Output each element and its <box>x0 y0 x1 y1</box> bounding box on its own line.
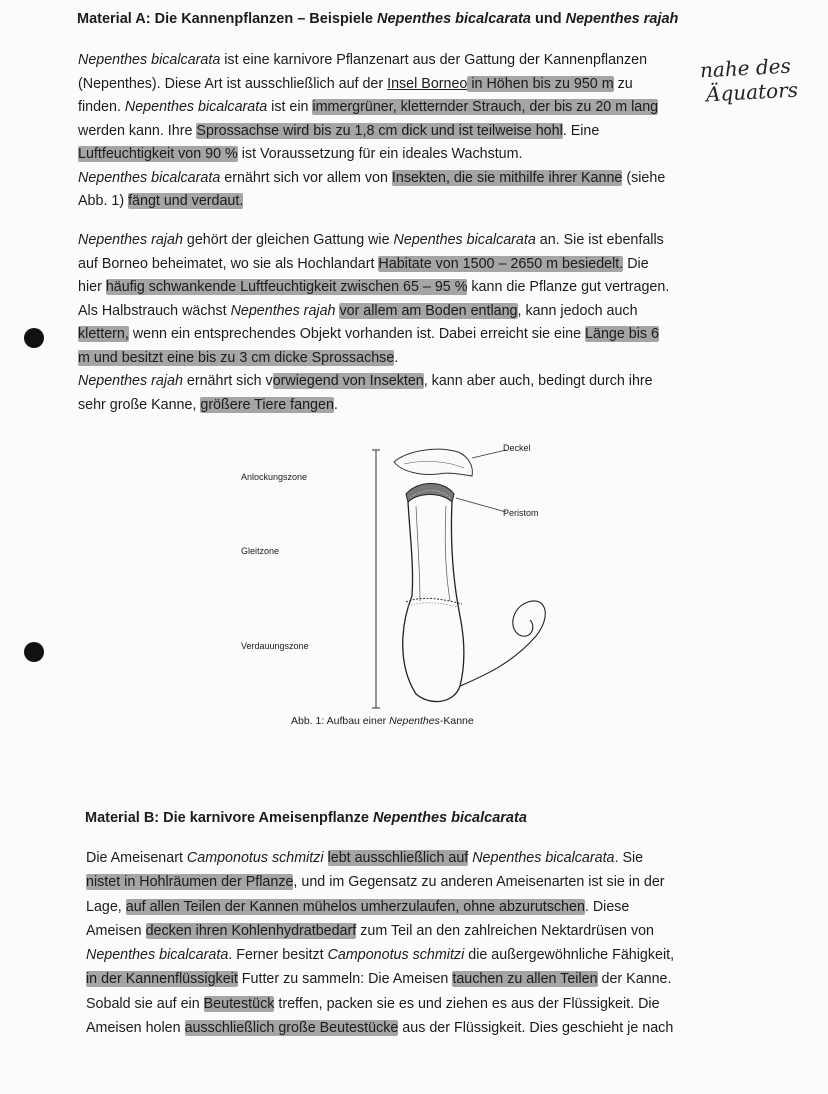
material-a-paragraph-2 <box>78 229 718 417</box>
highlight: Beutestück <box>203 995 275 1012</box>
zone-label-gleit: Gleitzone <box>241 546 280 556</box>
text-line: Ameisen decken ihren Kohlenhydratbedarf zum Teil an den zahlreichen Nektardrüsen von <box>86 922 655 939</box>
lid-shape <box>394 449 472 476</box>
zone-label-verdauung: Verdauungszone <box>241 641 309 651</box>
peristome-band <box>406 484 454 503</box>
text-line: m und besitzt eine bis zu 3 cm dicke Sprossachse. <box>78 349 399 366</box>
highlight: m und besitzt eine bis zu 3 cm dicke Sprossachse <box>78 349 395 366</box>
highlight: in Höhen bis zu 950 m <box>467 75 614 92</box>
text-line: Luftfeuchtigkeit von 90 % ist Voraussetzung für ein ideales Wachstum. <box>78 146 523 162</box>
highlight: nistet in Hohlräumen der Pflanze <box>86 874 294 891</box>
highlight: Habitate von 1500 – 2650 m besiedelt. <box>378 255 624 272</box>
highlight: lebt ausschließlich auf <box>327 850 469 866</box>
highlight: größere Tiere fangen <box>200 396 334 413</box>
digestive-fluid <box>406 598 462 604</box>
material-a-heading: Material A: Die Kannenpflanzen – Beispiele Nepenthes bicalcarata und Nepenthes rajah <box>77 11 679 27</box>
deckel-leader-line <box>472 450 506 458</box>
text-line: Lage, auf allen Teilen der Kannen mühelos umherzulaufen, ohne abzurutschen. Diese <box>86 898 630 915</box>
highlight: Luftfeuchtigkeit von 90 % <box>78 146 238 162</box>
text-line: (Nepenthes). Diese Art ist ausschließlich auf der Insel Borneo in Höhen bis zu 950 m zu <box>78 75 633 92</box>
highlight: häufig schwankende Luftfeuchtigkeit zwischen 65 – 95 % <box>105 279 468 295</box>
figure-caption: Abb. 1: Aufbau einer Nepenthes-Kanne <box>291 715 474 727</box>
text-line: Als Halbstrauch wächst Nepenthes rajah vor allem am Boden entlang, kann jedoch auch <box>78 302 638 319</box>
text-line: Die Ameisenart Camponotus schmitzi lebt ausschließlich auf Nepenthes bicalcarata. Sie <box>86 850 644 866</box>
material-b-paragraph <box>86 846 726 1040</box>
highlight: tauchen zu allen Teilen <box>452 971 598 988</box>
zone-label-anlockung: Anlockungszone <box>241 472 308 482</box>
text-line: sehr große Kanne, größere Tiere fangen. <box>78 396 338 413</box>
text-line: hier häufig schwankende Luftfeuchtigkeit zwischen 65 – 95 % kann die Pflanze gut vertragen. <box>78 279 670 295</box>
text-line: Nepenthes rajah ernährt sich vorwiegend von Insekten, kann aber auch, bedingt durch ihre <box>78 373 653 389</box>
pitcher-figure <box>360 436 580 716</box>
handwritten-note-line-2: Äquators <box>705 77 799 107</box>
highlight: in der Kannenflüssigkeit <box>86 971 238 988</box>
text-line: nistet in Hohlräumen der Pflanze, und im Gegensatz zu anderen Ameisenarten ist sie in der <box>86 874 665 891</box>
text-line: werden kann. Ihre Sprossachse wird bis zu 1,8 cm dick und ist teilweise hohl. Eine <box>78 122 600 139</box>
hole-punch-top <box>24 328 44 348</box>
text-line: Sobald sie auf ein Beutestück treffen, packen sie es und ziehen es aus der Flüssigkeit. Die <box>86 995 660 1012</box>
label-deckel: Deckel <box>503 443 531 453</box>
highlight: orwiegend von Insekten <box>272 373 424 389</box>
highlight: Insekten, die sie mithilfe ihrer Kanne <box>391 169 623 186</box>
text-line: finden. Nepenthes bicalcarata ist ein immergrüner, kletternder Strauch, der bis zu 20 m lang <box>78 99 659 115</box>
peristom-leader-line <box>456 498 506 512</box>
highlight: Länge bis 6 <box>585 326 659 342</box>
text-line: klettern, wenn ein entsprechendes Objekt vorhanden ist. Dabei erreicht sie eine Länge bis 6 <box>78 326 659 342</box>
highlight: fängt und verdaut. <box>128 193 244 209</box>
text-line: Nepenthes bicalcarata ernährt sich vor allem von Insekten, die sie mithilfe ihrer Kanne (siehe <box>78 169 666 186</box>
highlight: decken ihren Kohlenhydratbedarf <box>145 922 357 939</box>
material-a-paragraph-1 <box>78 49 718 214</box>
text-line: Nepenthes rajah gehört der gleichen Gattung wie Nepenthes bicalcarata an. Sie ist ebenfalls <box>78 232 664 248</box>
highlight: vor allem am Boden entlang <box>339 302 518 319</box>
text-line: auf Borneo beheimatet, wo sie als Hochlandart Habitate von 1500 – 2650 m besiedelt. Die <box>78 255 649 272</box>
text-line: Nepenthes bicalcarata. Ferner besitzt Camponotus schmitzi die außergewöhnliche Fähigkeit, <box>86 947 675 964</box>
highlight: immergrüner, kletternder Strauch, der bis zu 20 m lang <box>312 99 659 115</box>
hole-punch-bottom <box>24 642 44 662</box>
highlight: ausschließlich große Beutestücke <box>184 1020 399 1037</box>
text-line: Ameisen holen ausschließlich große Beutestücke aus der Flüssigkeit. Dies geschieht je nach <box>86 1020 674 1037</box>
text-line: Abb. 1) fängt und verdaut. <box>78 193 244 209</box>
text-line: Nepenthes bicalcarata ist eine karnivore Pflanzenart aus der Gattung der Kannenpflanzen <box>78 52 648 68</box>
text-line: in der Kannenflüssigkeit Futter zu sammeln: Die Ameisen tauchen zu allen Teilen der Kanne. <box>86 971 672 988</box>
tendril <box>460 601 545 686</box>
highlight: Sprossachse wird bis zu 1,8 cm dick und ist teilweise hohl <box>196 122 563 139</box>
material-b-heading: Material B: Die karnivore Ameisenpflanze Nepenthes bicalcarata <box>85 810 527 826</box>
handwritten-note-line-1: nahe des <box>699 53 792 83</box>
label-peristom: Peristom <box>503 508 539 518</box>
highlight: klettern, <box>78 326 129 342</box>
highlight: auf allen Teilen der Kannen mühelos umherzulaufen, ohne abzurutschen <box>125 898 585 915</box>
